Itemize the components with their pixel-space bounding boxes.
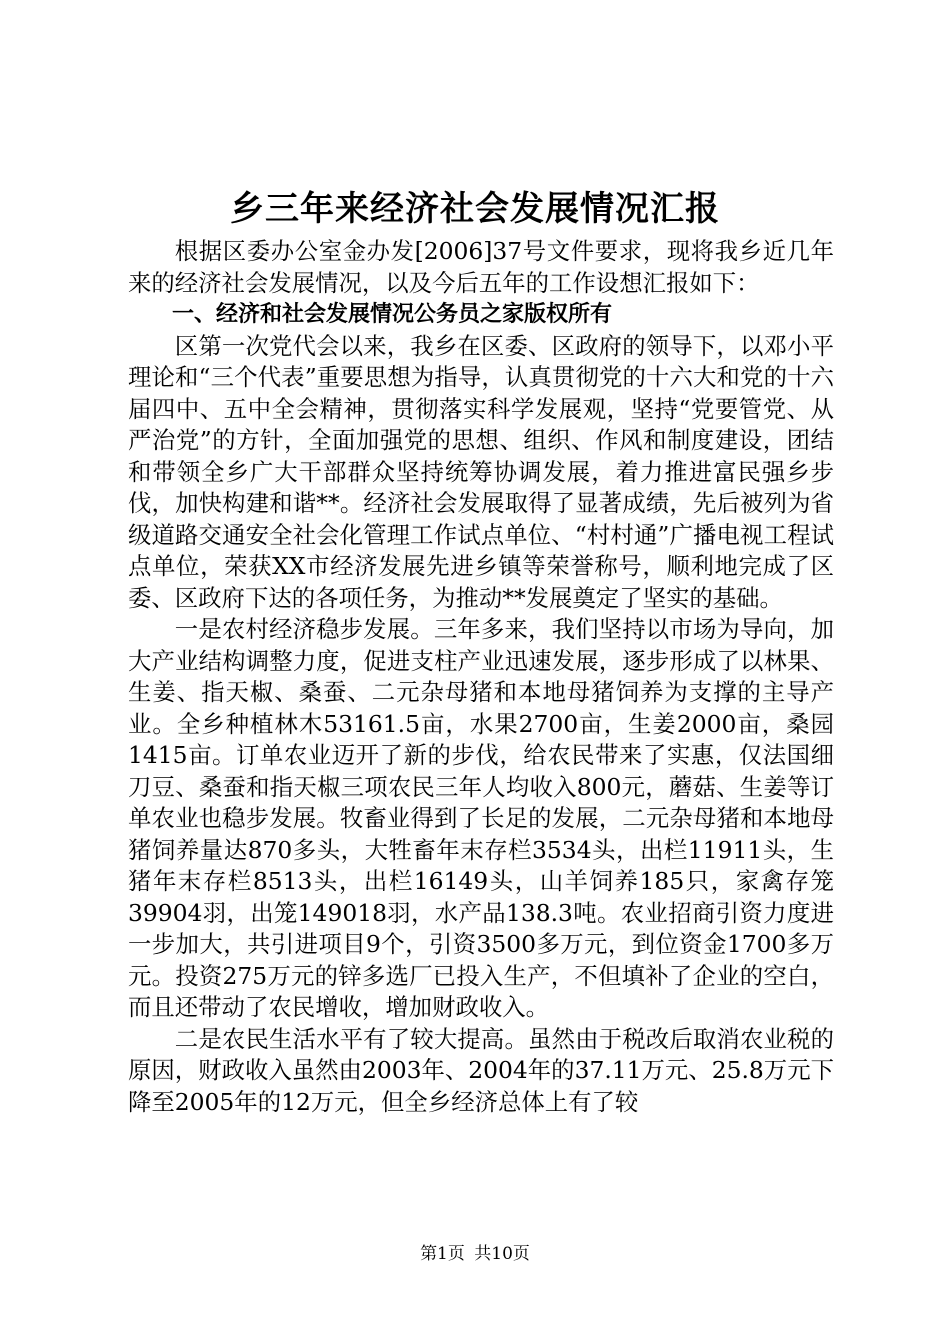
intro-paragraph: 根据区委办公室金办发[2006]37号文件要求，现将我乡近几年来的经济社会发展情况，以及今后五年的工作设想汇报如下： — [128, 237, 834, 297]
body-paragraph: 区第一次党代会以来，我乡在区委、区政府的领导下，以邓小平理论和“三个代表”重要思想为指导，认真贯彻党的十六大和党的十六届四中、五中全会精神，贯彻落实科学发展观，坚持“党要管党、从严治党”的方针，全面加强党的思想、组织、作风和制度建设，团结和带领全乡广大干部群众坚持统筹协调发展，着力推进富民强乡步伐，加快构建和谐**。经济社会发展取得了显著成绩，先后被列为省级道路交通安全社会化管理工作试点单位、“村村通”广播电视工程试点单位，荣获XX市经济发展先进乡镇等荣誉称号，顺利地完成了区委、区政府下达的各项任务，为推动**发展奠定了坚实的基础。 — [128, 331, 834, 612]
body-paragraph: 一是农村经济稳步发展。三年多来，我们坚持以市场为导向，加大产业结构调整力度，促进支柱产业迅速发展，逐步形成了以林果、生姜、指天椒、桑蚕、二元杂母猪和本地母猪饲养为支撑的主导产业。全乡种植林木53161.5亩，水果2700亩，生姜2000亩，桑园1415亩。订单农业迈开了新的步伐，给农民带来了实惠，仅法国细刀豆、桑蚕和指天椒三项农民三年人均收入800元，蘑菇、生姜等订单农业也稳步发展。牧畜业得到了长足的发展，二元杂母猪和本地母猪饲养量达870多头，大牲畜年末存栏3534头，出栏11911头，生猪年末存栏8513头，出栏16149头，山羊饲养185只，家禽存笼39904羽，出笼149018羽，水产品138.3吨。农业招商引资力度进一步加大，共引进项目9个，引资3500多万元，到位资金1700多万元。投资275万元的锌多选厂已投入生产，不但填补了企业的空白，而且还带动了农民增收，增加财政收入。 — [128, 615, 834, 1021]
current-page-number: 第1页 — [420, 1244, 465, 1264]
document-title: 乡三年来经济社会发展情况汇报 — [230, 189, 720, 229]
section-heading: 一、经济和社会发展情况公务员之家版权所有 — [172, 302, 613, 327]
total-pages: 共10页 — [474, 1244, 530, 1264]
body-paragraph: 二是农民生活水平有了较大提高。虽然由于税改后取消农业税的原因，财政收入虽然由2003年、2004年的37.11万元、25.8万元下降至2005年的12万元，但全乡经济总体上有了较 — [128, 1024, 834, 1116]
page-footer — [0, 1242, 950, 1266]
document-body — [128, 236, 834, 1118]
